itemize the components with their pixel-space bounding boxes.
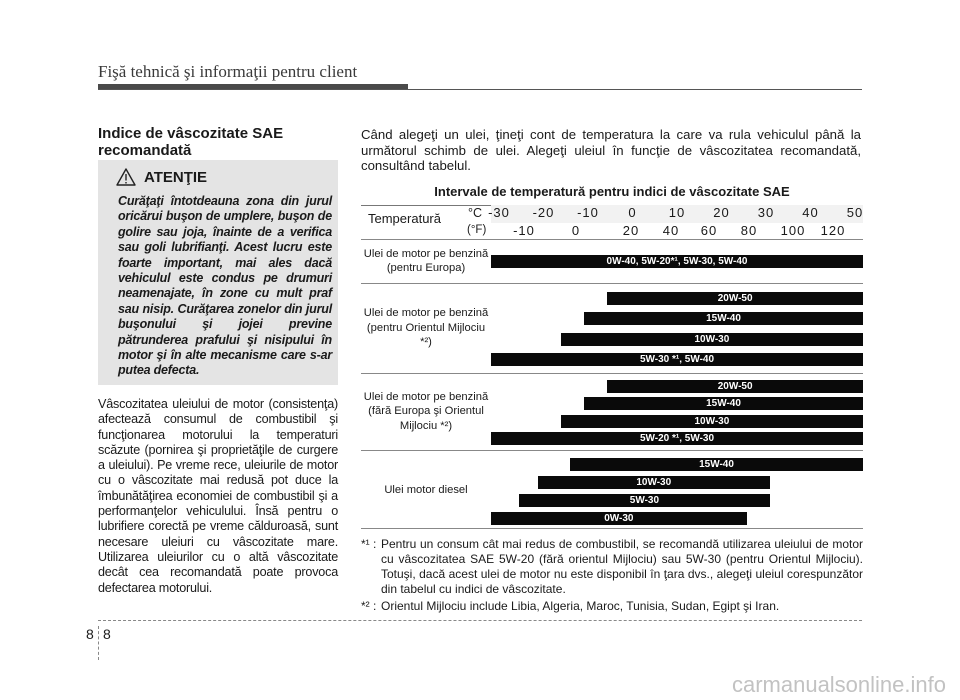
- fahrenheit-tick: 20: [622, 223, 640, 238]
- celsius-tick: 30: [757, 205, 775, 220]
- viscosity-range-bar: 10W-30: [561, 415, 863, 428]
- fahrenheit-tick: 100: [780, 223, 806, 238]
- table-row-separator: [361, 373, 863, 374]
- temperature-label: Temperatură: [368, 211, 441, 226]
- viscosity-range-bar: 10W-30: [538, 476, 771, 489]
- viscosity-range-bar: 5W-20 *¹, 5W-30: [491, 432, 863, 445]
- celsius-tick: 10: [668, 205, 686, 220]
- viscosity-range-bar: 10W-30: [561, 333, 863, 346]
- oil-category-label: Ulei motor diesel: [384, 483, 468, 496]
- viscosity-range-bar: 0W-30: [491, 512, 747, 525]
- fahrenheit-tick: 60: [700, 223, 718, 238]
- viscosity-body-text: Vâscozitatea uleiului de motor (consistenţa) afectează consumul de combustibil şi funcţionarea motorului la temperaturi scăzute (pornirea şi proprietăţile de curgere a uleiului). Pe vreme rece, uleiurile de motor cu o vâscozitate mai redusă pot duce la îmbunătăţirea economiei de combustibil şi a performanţelor vehiculului. Însă pentru o lubrifiere corectă pe vreme călduroasă, sunt necesare uleiuri cu vâscozitate mare. Utilizarea uleiurilor cu o altă vâscozitate decât cea recomandată poate provoca defectarea motorului.: [98, 397, 338, 595]
- oil-category-label: Ulei de motor pe benzină (fără Europa şi Orientul Mijlociu *²): [363, 390, 489, 432]
- fahrenheit-tick: 40: [662, 223, 680, 238]
- celsius-tick: -10: [577, 205, 599, 220]
- celsius-tick: -20: [532, 205, 555, 220]
- unit-fahrenheit: (°F): [467, 224, 487, 236]
- table-row-separator: [361, 450, 863, 451]
- celsius-scale: [488, 205, 864, 223]
- footer-divider: [98, 626, 99, 660]
- warning-box: [98, 160, 338, 385]
- footnote-1: [361, 537, 863, 597]
- fahrenheit-scale: [491, 223, 863, 239]
- warning-text: Curăţaţi întotdeauna zona din jurul oricărui buşon de umplere, buşon de golire sau joja, înainte de a verifica sau goli lubrifianţi. Acest lucru este foarte important, mai ales dacă vehiculul este condus pe drumuri neamenajate, în zone cu mult praf sau nisip. Curăţarea zonelor din jurul buşonului şi jojei previne pătrunderea prafului şi nisipului în motor şi în alte mecanisme care s-ar putea defecta.: [118, 194, 332, 378]
- page-number-chapter: 8: [86, 626, 94, 642]
- footnote-text: Orientul Mijlociu include Libia, Algeria, Maroc, Tunisia, Sudan, Egipt şi Iran.: [381, 599, 780, 613]
- viscosity-range-bar: 5W-30: [519, 494, 770, 507]
- fahrenheit-tick: 0: [571, 223, 581, 238]
- viscosity-range-bar: 20W-50: [607, 292, 863, 305]
- celsius-tick: -30: [488, 205, 510, 220]
- page-number: 8: [103, 626, 111, 642]
- unit-celsius: °C: [468, 206, 483, 220]
- viscosity-range-bar: 15W-40: [570, 458, 863, 471]
- section-title: Indice de vâscozitate SAE recomandată: [98, 125, 284, 159]
- warning-triangle-icon: [116, 168, 136, 186]
- table-row-separator: [361, 239, 863, 240]
- oil-category-label: Ulei de motor pe benzină (pentru Europa): [363, 247, 489, 274]
- page-header-title: Fişă tehnică şi informaţii pentru client: [98, 62, 358, 81]
- viscosity-range-bar: 0W-40, 5W-20*¹, 5W-30, 5W-40: [491, 255, 863, 268]
- warning-title: ATENŢIE: [144, 168, 208, 186]
- viscosity-temperature-table: [361, 178, 863, 528]
- header-rule: [98, 89, 862, 90]
- viscosity-range-bar: 5W-30 *¹, 5W-40: [491, 353, 863, 366]
- fahrenheit-tick: 80: [740, 223, 758, 238]
- footnote-2: [361, 599, 863, 614]
- celsius-tick: 50: [846, 205, 864, 220]
- viscosity-range-bar: 15W-40: [584, 397, 863, 410]
- watermark: carmanualsonline.info: [731, 672, 946, 697]
- oil-category-label: Ulei de motor pe benzină (pentru Orientul Mijlociu *²): [363, 307, 489, 348]
- celsius-tick: 20: [713, 205, 730, 220]
- warning-header: [116, 168, 207, 186]
- viscosity-range-bar: 15W-40: [584, 312, 863, 325]
- table-title: Intervale de temperatură pentru indici de vâscozitate SAE: [361, 178, 863, 206]
- footnote-mark: *² :: [361, 599, 377, 613]
- footnote-mark: *¹ :: [361, 537, 377, 551]
- table-row-separator: [361, 283, 863, 284]
- celsius-tick: 40: [802, 205, 819, 220]
- fahrenheit-tick: -10: [513, 223, 535, 238]
- viscosity-range-bar: 20W-50: [607, 380, 863, 393]
- fahrenheit-tick: 120: [820, 223, 846, 238]
- celsius-tick: 0: [628, 205, 637, 220]
- table-bottom-rule: [361, 528, 863, 529]
- intro-paragraph: Când alegeţi un ulei, ţineţi cont de temperatura la care va rula vehiculul până la următorul schimb de ulei. Alegeţi uleiul în funcţie de vâscozitatea recomandată, consultând tabelul.: [361, 127, 861, 174]
- footer-rule: [98, 620, 862, 621]
- footnote-text: Pentru un consum cât mai redus de combustibil, se recomandă utilizarea uleiului de motor cu vâscozitatea SAE 5W-20 (fără orientul Mijlociu) sau 5W-30 (pentru Orientul Mijlociu). Totuşi, dacă acest ulei de motor nu este disponibil în ţara dvs., alegeţi uleiul corespunzător din tabelul cu indici de vâscozitate.: [381, 537, 863, 596]
